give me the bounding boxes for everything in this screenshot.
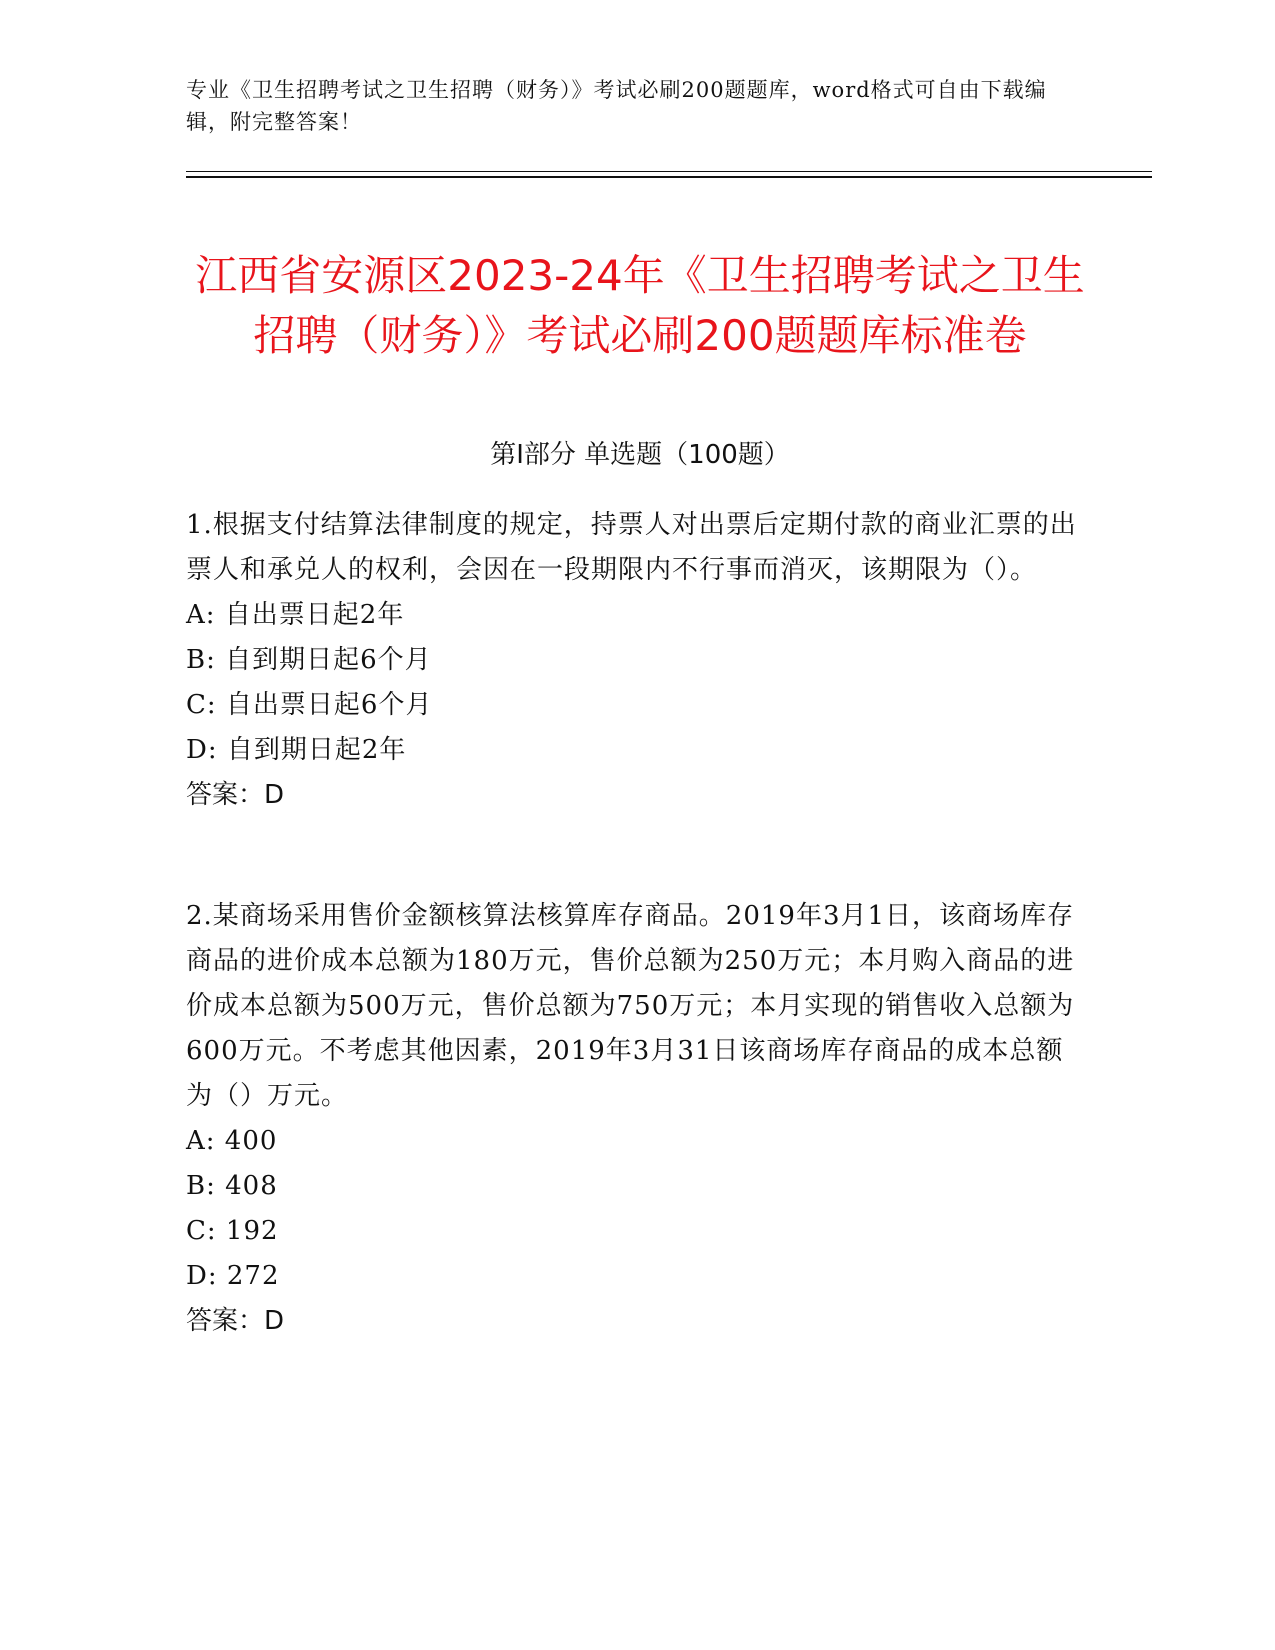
header-note: 专业《卫生招聘考试之卫生招聘（财务）》考试必刷200题题库，word格式可自由下载编辑，附完整答案！ xyxy=(186,78,1047,134)
document-title: 江西省安源区2023-24年《卫生招聘考试之卫生招聘（财务）》考试必刷200题题库标准卷 xyxy=(195,251,1085,361)
header-rule-thin xyxy=(186,171,1152,172)
answer: 答案：D xyxy=(186,1306,285,1336)
question-stem: 1.根据支付结算法律制度的规定，持票人对出票后定期付款的商业汇票的出票人和承兑人的权利，会因在一段期限内不行事而消灭，该期限为（）。 xyxy=(186,510,1077,585)
header-rule-thick xyxy=(186,176,1152,178)
option-c: C: 192 xyxy=(186,1216,279,1246)
question-stem: 2.某商场采用售价金额核算法核算库存商品。2019年3月1日，该商场库存商品的进价成本总额为180万元，售价总额为250万元；本月购入商品的进价成本总额为500万元，售价总额为750万元；本月实现的销售收入总额为600万元。不考虑其他因素，2019年3月31日该商场库存商品的成本总额为（）万元。 xyxy=(186,901,1075,1111)
option-d: D: 自到期日起2年 xyxy=(186,735,407,765)
option-b: B: 自到期日起6个月 xyxy=(186,645,432,675)
option-b: B: 408 xyxy=(186,1171,278,1201)
option-c: C: 自出票日起6个月 xyxy=(186,690,433,720)
section-heading: 第Ⅰ部分 单选题（100题） xyxy=(490,440,790,470)
question-2 xyxy=(186,894,1086,1344)
option-a: A: 400 xyxy=(186,1126,278,1156)
option-d: D: 272 xyxy=(186,1261,280,1291)
answer: 答案：D xyxy=(186,780,285,810)
option-a: A: 自出票日起2年 xyxy=(186,600,405,630)
question-1 xyxy=(186,503,1086,818)
